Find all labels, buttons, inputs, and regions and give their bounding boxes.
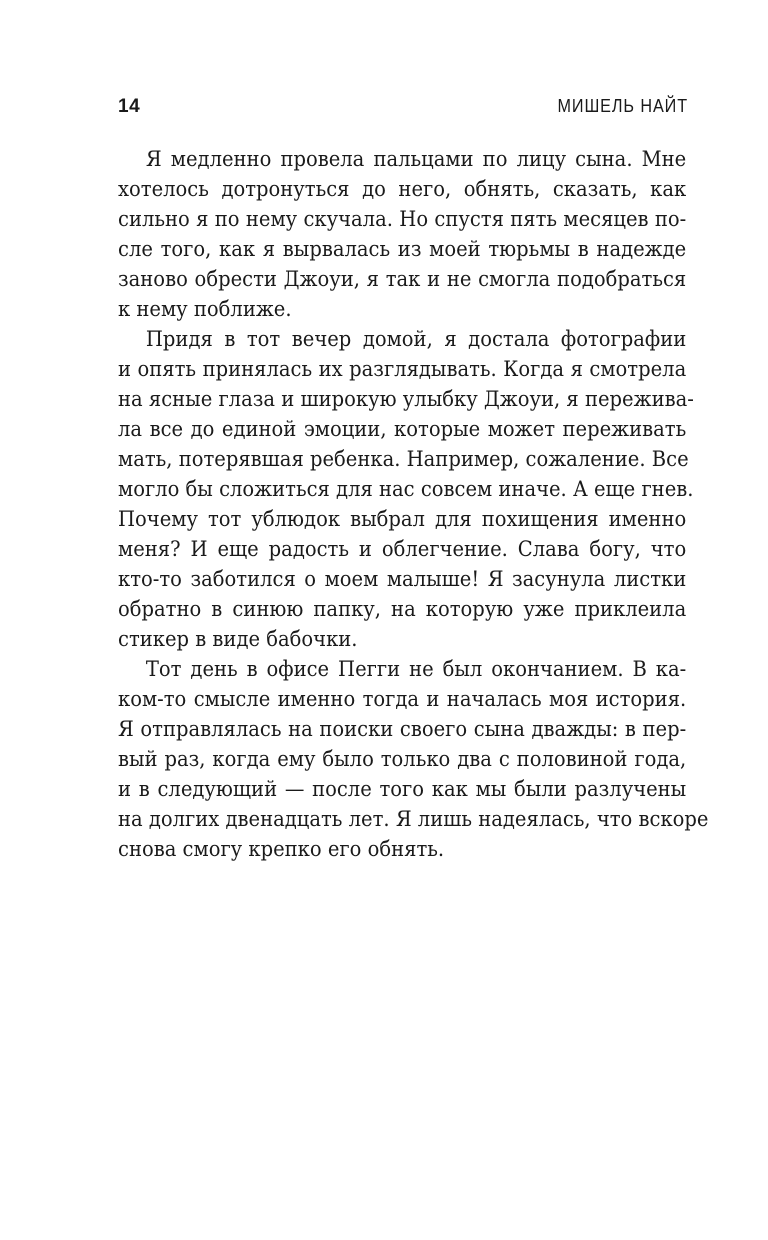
text-line: и опять принялась их разглядывать. Когда я смотрела bbox=[118, 357, 687, 381]
paragraph bbox=[118, 654, 709, 864]
text-line: заново обрести Джоуи, я так и не смогла подобраться bbox=[118, 267, 687, 291]
body-text bbox=[118, 144, 709, 864]
text-line: Тот день в офисе Пегги не был окончанием. В ка- bbox=[145, 657, 687, 681]
text-line: обратно в синюю папку, на которую уже приклеила bbox=[118, 597, 687, 621]
running-head-author: МИШЕЛЬ НАЙТ bbox=[557, 96, 688, 116]
text-line: могло бы сложиться для нас совсем иначе. А еще гнев. bbox=[118, 477, 694, 501]
text-line: сле того, как я вырвалась из моей тюрьмы в надежде bbox=[118, 237, 687, 261]
text-line: снова смогу крепко его обнять. bbox=[118, 837, 445, 861]
text-line: на долгих двенадцать лет. Я лишь надеялась, что вскоре bbox=[118, 807, 709, 831]
text-line: меня? И еще радость и облегчение. Слава богу, что bbox=[118, 537, 687, 561]
text-line: ком-то смысле именно тогда и началась моя история. bbox=[118, 687, 687, 711]
page-number: 14 bbox=[118, 96, 141, 117]
text-line: ла все до единой эмоции, которые может переживать bbox=[118, 417, 687, 441]
text-line: и в следующий — после того как мы были разлучены bbox=[118, 777, 687, 801]
text-line: вый раз, когда ему было только два с половиной года, bbox=[118, 747, 687, 771]
text-line: мать, потерявшая ребенка. Например, сожаление. Все bbox=[118, 447, 689, 471]
text-line: Почему тот ублюдок выбрал для похищения именно bbox=[118, 507, 687, 531]
text-line: хотелось дотронуться до него, обнять, сказать, как bbox=[118, 177, 687, 201]
paragraph bbox=[118, 324, 694, 654]
text-line: сильно я по нему скучала. Но спустя пять месяцев по- bbox=[118, 207, 687, 231]
text-line: на ясные глаза и широкую улыбку Джоуи, я пережива- bbox=[118, 387, 694, 411]
page-header bbox=[118, 96, 688, 126]
text-line: Я отправлялась на поиски своего сына дважды: в пер- bbox=[118, 717, 687, 741]
text-line: стикер в виде бабочки. bbox=[118, 627, 358, 651]
text-line: Придя в тот вечер домой, я достала фотографии bbox=[145, 327, 687, 351]
text-line: к нему поближе. bbox=[118, 297, 292, 321]
text-line: кто-то заботился о моем малыше! Я засунула листки bbox=[118, 567, 687, 591]
paragraph bbox=[118, 144, 686, 324]
text-line: Я медленно провела пальцами по лицу сына. Мне bbox=[145, 147, 687, 171]
